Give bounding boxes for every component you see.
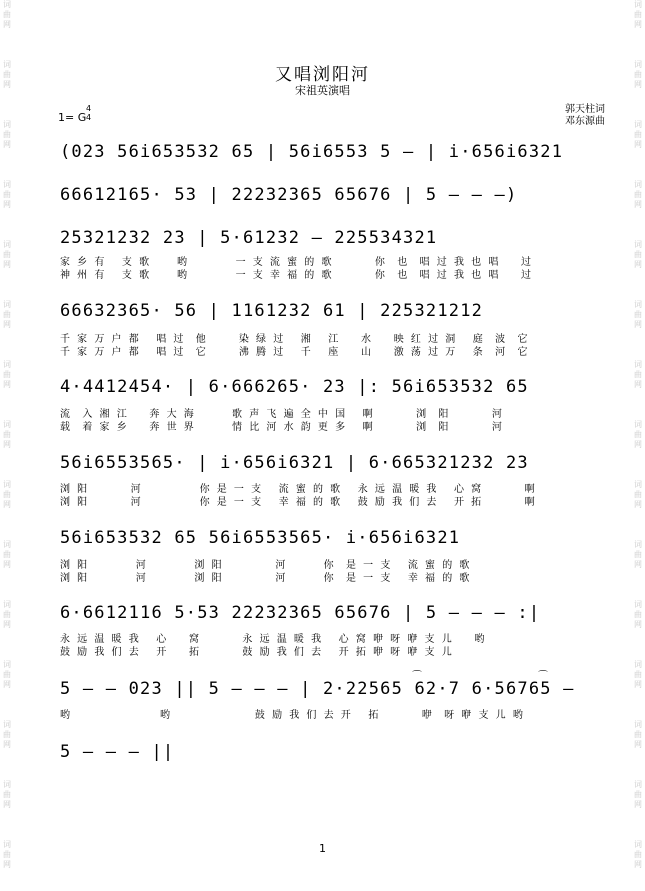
lyrics-verse2-system-5: 载 着 家 乡 奔 世 界 情 比 河 水 韵 更 多 啊 浏 阳 河 — [60, 422, 504, 433]
lyrics-verse2-system-7: 浏 阳 河 浏 阳 河 你 是 一 支 幸 福 的 歌 — [60, 573, 472, 584]
time-signature-top: 4 — [86, 104, 92, 113]
watermark-text: 词 曲 网 — [634, 600, 642, 629]
watermark-text: 词 曲 网 — [3, 360, 11, 389]
lyrics-verse1-system-4: 千 家 万 户 都 唱 过 他 染 绿 过 湘 江 水 映 红 过 洞 庭 波 它 — [60, 334, 530, 345]
watermark-text: 词 曲 网 — [634, 60, 642, 89]
lyrics-verse1-system-9: 哟 哟 鼓 励 我 们 去 开 拓 咿 呀 咿 支 儿 哟 — [60, 710, 525, 721]
watermark-text: 词 曲 网 — [3, 60, 11, 89]
singer-credit: 宋祖英演唱 — [295, 84, 350, 97]
lyrics-verse1-system-7: 浏 阳 河 浏 阳 河 你 是 一 支 流 蜜 的 歌 — [60, 560, 472, 571]
lyrics-verse2-system-8: 鼓 励 我 们 去 开 拓 鼓 励 我 们 去 开 拓 咿 呀 咿 支 儿 — [60, 647, 454, 658]
watermark-text: 词 曲 网 — [3, 240, 11, 269]
fermata-mark: ⌒ — [412, 671, 422, 682]
watermark-text: 词 曲 网 — [3, 180, 11, 209]
watermark-text: 词 曲 网 — [3, 420, 11, 449]
watermark-text: 词 曲 网 — [3, 120, 11, 149]
lyrics-verse2-system-6: 浏 阳 河 你 是 一 支 幸 福 的 歌 鼓 励 我 们 去 开 拓 啊 — [60, 497, 537, 508]
score-notes-system-3: 25321232 23 | 5·61232 – 225534321 — [60, 228, 438, 248]
score-notes-system-1: (023 56i653532 65 | 56i6553 5 – | i·656i6321 — [60, 142, 564, 162]
watermark-text: 词 曲 网 — [634, 420, 642, 449]
lyricist-credit: 郭天柱词 — [565, 104, 605, 115]
score-notes-system-7: 56i653532 65 56i6553565· i·656i6321 — [60, 528, 461, 548]
lyrics-verse2-system-3: 神 州 有 支 歌 哟 一 支 幸 福 的 歌 你 也 唱 过 我 也 唱 过 — [60, 270, 534, 281]
time-signature-bottom: 4 — [86, 113, 92, 122]
song-title: 又唱浏阳河 — [275, 65, 370, 85]
watermark-text: 词 曲 网 — [3, 600, 11, 629]
fermata-mark: ⌒ — [538, 671, 548, 682]
watermark-text: 词 曲 网 — [3, 540, 11, 569]
watermark-text: 词 曲 网 — [3, 0, 11, 29]
left-watermark-strip — [0, 0, 14, 891]
score-notes-system-4: 66632365· 56 | 1161232 61 | 225321212 — [60, 301, 484, 321]
watermark-text: 词 曲 网 — [3, 720, 11, 749]
score-notes-system-10: 5 – – – || — [60, 742, 175, 762]
watermark-text: 词 曲 网 — [634, 0, 642, 29]
watermark-text: 词 曲 网 — [634, 540, 642, 569]
composer-credit: 邓东源曲 — [565, 116, 605, 127]
score-notes-system-6: 56i6553565· | i·656i6321 | 6·665321232 23 — [60, 453, 529, 473]
watermark-text: 词 曲 网 — [3, 660, 11, 689]
watermark-text: 词 曲 网 — [634, 840, 642, 869]
watermark-text: 词 曲 网 — [634, 720, 642, 749]
watermark-text: 词 曲 网 — [3, 480, 11, 509]
lyrics-verse1-system-3: 家 乡 有 支 歌 哟 一 支 流 蜜 的 歌 你 也 唱 过 我 也 唱 过 — [60, 257, 534, 268]
watermark-text: 词 曲 网 — [634, 240, 642, 269]
score-notes-system-2: 66612165· 53 | 22232365 65676 | 5 – – –) — [60, 185, 518, 205]
watermark-text: 词 曲 网 — [634, 360, 642, 389]
score-notes-system-5: 4·4412454· | 6·666265· 23 |: 56i653532 65 — [60, 377, 529, 397]
watermark-text: 词 曲 网 — [3, 300, 11, 329]
page-number: 1 — [319, 842, 326, 855]
lyrics-verse1-system-8: 永 远 温 暖 我 心 窝 永 远 温 暖 我 心 窝 咿 呀 咿 支 儿 哟 — [60, 634, 487, 645]
watermark-text: 词 曲 网 — [3, 780, 11, 809]
watermark-text: 词 曲 网 — [634, 300, 642, 329]
watermark-text: 词 曲 网 — [3, 840, 11, 869]
lyrics-verse1-system-6: 浏 阳 河 你 是 一 支 流 蜜 的 歌 永 远 温 暖 我 心 窝 啊 — [60, 484, 537, 495]
watermark-text: 词 曲 网 — [634, 180, 642, 209]
right-watermark-strip — [631, 0, 645, 891]
lyrics-verse1-system-5: 流 入 湘 江 奔 大 海 歌 声 飞 遍 全 中 国 啊 浏 阳 河 — [60, 409, 504, 420]
key-signature: 1= G — [58, 111, 87, 124]
score-notes-system-9: 5 – – 023 || 5 – – – | 2·22565 62·7 6·56765 – — [60, 679, 575, 699]
watermark-text: 词 曲 网 — [634, 480, 642, 509]
watermark-text: 词 曲 网 — [634, 660, 642, 689]
lyrics-verse2-system-4: 千 家 万 户 都 唱 过 它 沸 腾 过 千 座 山 激 荡 过 万 条 河 它 — [60, 347, 530, 358]
watermark-text: 词 曲 网 — [634, 120, 642, 149]
watermark-text: 词 曲 网 — [634, 780, 642, 809]
time-signature — [86, 104, 91, 122]
score-notes-system-8: 6·6612116 5·53 22232365 65676 | 5 – – – :| — [60, 603, 541, 623]
